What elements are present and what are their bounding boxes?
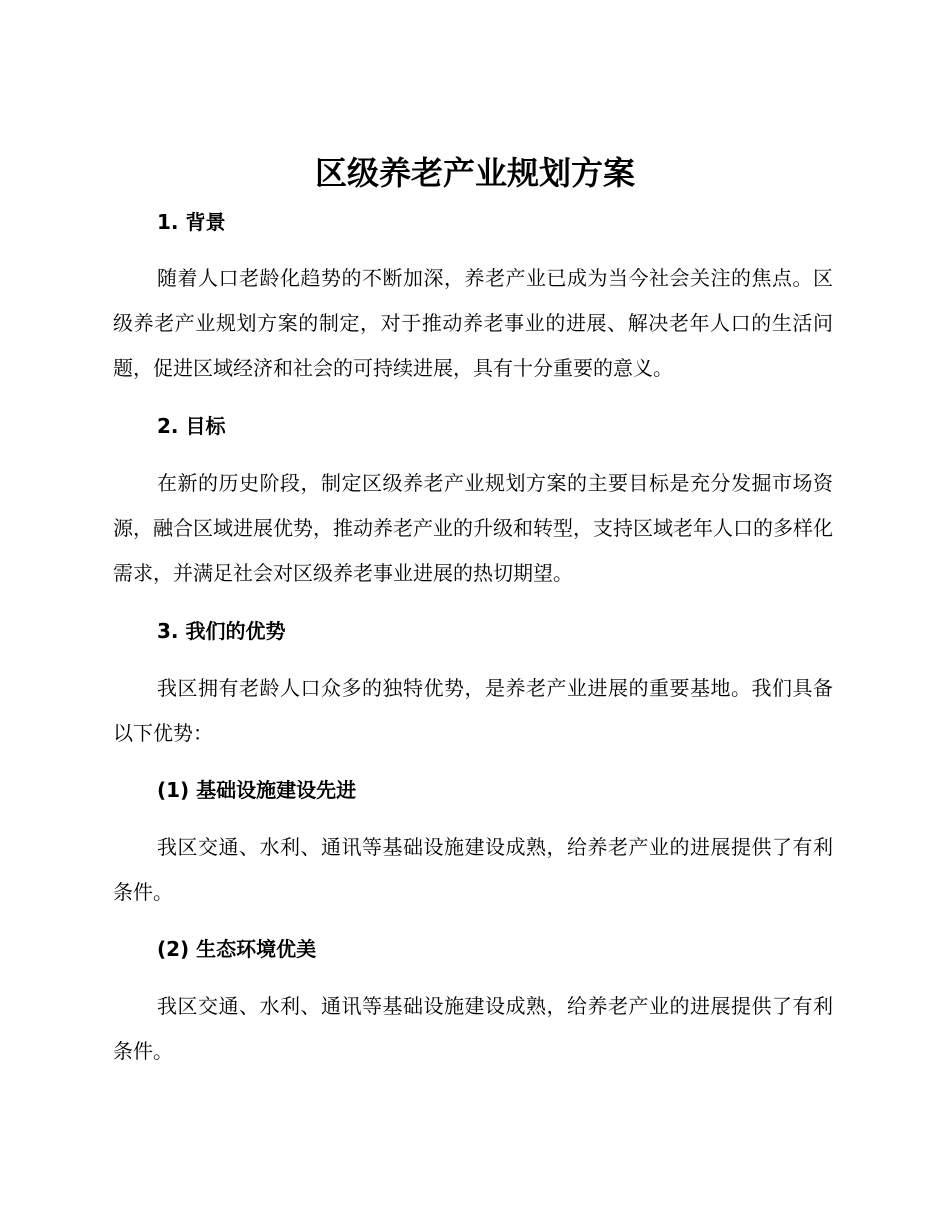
- section-body-goals: 在新的历史阶段，制定区级养老产业规划方案的主要目标是充分发掘市场资源，融合区域进展优势，推动养老产业的升级和转型，支持区域老年人口的多样化需求，并满足社会对区级养老事业进展的热切期望。: [113, 471, 833, 585]
- subsection-heading-environment: (2) 生态环境优美: [157, 937, 317, 961]
- section-heading-background: 1. 背景: [157, 210, 226, 234]
- section-heading-advantages: 3. 我们的优势: [157, 619, 286, 643]
- document-title: 区级养老产业规划方案: [314, 154, 635, 192]
- subsection-heading-infrastructure: (1) 基础设施建设先进: [157, 778, 357, 802]
- section-body-advantages: 我区拥有老龄人口众多的独特优势，是养老产业进展的重要基地。我们具备以下优势：: [113, 676, 833, 745]
- subsection-body-environment: 我区交通、水利、通讯等基础设施建设成熟，给养老产业的进展提供了有利条件。: [113, 994, 833, 1063]
- section-heading-goals: 2. 目标: [157, 414, 226, 438]
- subsection-body-infrastructure: 我区交通、水利、通讯等基础设施建设成熟，给养老产业的进展提供了有利条件。: [113, 835, 833, 904]
- section-body-background: 随着人口老龄化趋势的不断加深，养老产业已成为当今社会关注的焦点。区级养老产业规划方案的制定，对于推动养老事业的进展、解决老年人口的生活问题，促进区域经济和社会的可持续进展，具有十分重要的意义。: [113, 266, 833, 380]
